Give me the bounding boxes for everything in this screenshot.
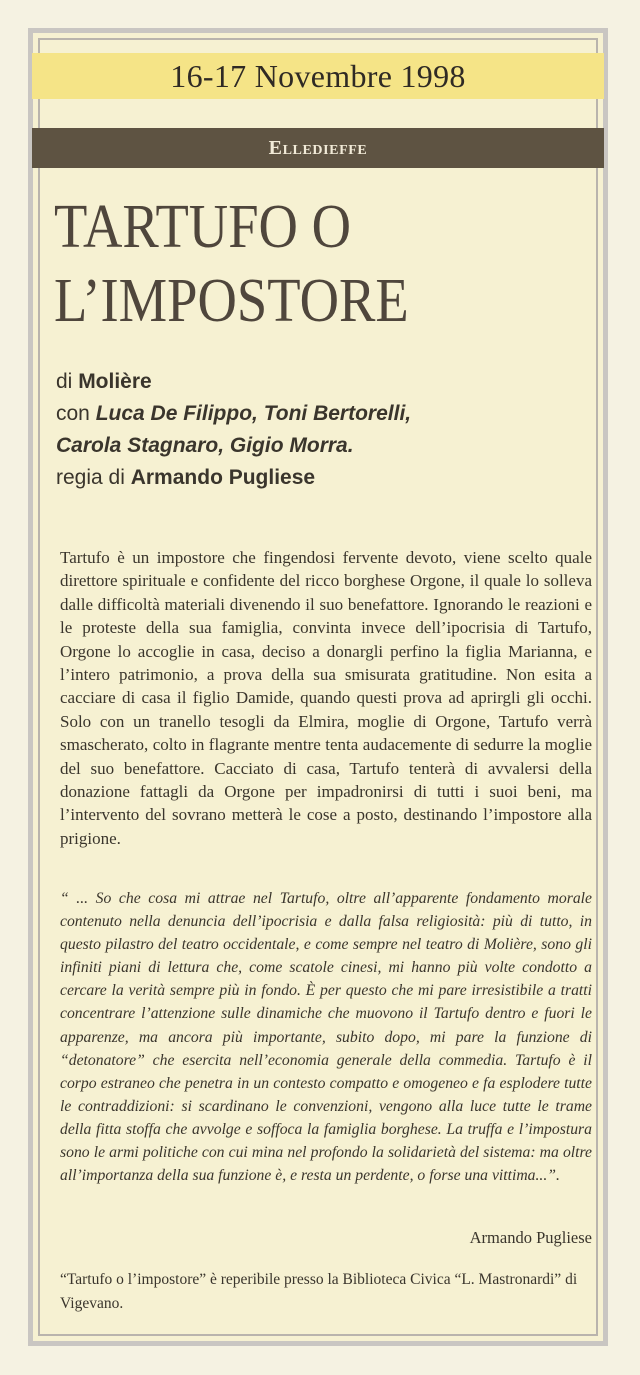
- date-banner: [32, 53, 604, 99]
- author-prefix: di: [56, 370, 79, 393]
- director-line: [56, 462, 596, 494]
- director-quote: “ ... So che cosa mi attrae nel Tartufo, oltre all’apparente fondamento morale contenuto nella denuncia dell’ipocrisia e dalla falsa religiosità: più di tutto, in questo pilastro del teatro occidentale, e come sempre nel teatro di Molière, sono gli infiniti piani di lettura che, come scatole cinesi, mi hanno più volte condotto a cercare la verità sempre più in fondo. È per questo che mi pare irresistibile a tratti concentrare l’attenzione sulle dinamiche che muovono il Tartufo dentro e fuori le apparenze, ma ancora più importante, subito dopo, mi pare la funzione di “detonatore” che esercita nell’economia generale della commedia. Tartufo è il corpo estraneo che penetra in un contesto compatto e omogeneo e fa esplodere tutte le contraddizioni: si scardinano le convenzioni, vengono alla luce tutte le trame della fitta stoffa che avvolge e soffoca la famiglia borghese. La truffa e l’impostura sono le armi politiche con cui mina nel profondo la solidarietà del sistema: ma oltre all’importanza della sua funzione è, e resta un perdente, o forse una vittima...”.: [60, 890, 592, 1185]
- event-date: 16-17 Novembre 1998: [170, 57, 466, 94]
- play-title-line1: TARTUFO O: [54, 193, 351, 261]
- play-title: [54, 190, 529, 339]
- cast-names-2: Carola Stagnaro, Gigio Morra.: [56, 434, 354, 457]
- library-note: “Tartufo o l’impostore” è reperibile presso la Biblioteca Civica “L. Mastronardi” di Vigevano.: [60, 1271, 578, 1312]
- company-name: Elledieffe: [268, 136, 368, 159]
- credits: [56, 366, 596, 494]
- cast-line-2: [56, 430, 596, 462]
- play-title-line2: L’IMPOSTORE: [54, 267, 409, 336]
- company-banner: [32, 128, 604, 168]
- cast-line-1: [56, 398, 596, 430]
- synopsis-paragraph: Tartufo è un impostore che fingendosi fervente devoto, viene scelto quale direttore spirituale e confidente del ricco borghese Orgone, il quale lo solleva dalle difficoltà materiali divenendo il suo benefattore. Ignorando le reazioni e le proteste della sua famiglia, convinta invece dell’ipocrisia di Tartufo, Orgone lo accoglie in casa, deciso a donargli perfino la figlia Marianna, e l’intero patrimonio, a prova della sua smisurata gratitudine. Non esita a cacciare di casa il figlio Damide, quando questi prova ad aprirgli gli occhi. Solo con un tranello tesogli da Elmira, moglie di Orgone, Tartufo verrà smascherato, colto in flagrante mentre tenta audacemente di sedurre la moglie del suo benefattore. Cacciato di casa, Tartufo tenterà di avvalersi della donazione fattagli da Orgone per impadronirsi di tutti i suoi beni, ma l’intervento del sovrano metterà le cose a posto, destinando l’impostore alla prigione.: [60, 548, 592, 848]
- author-name: Molière: [78, 370, 152, 393]
- director-prefix: regia di: [56, 466, 131, 489]
- quote-signature: Armando Pugliese: [469, 1228, 592, 1247]
- director-name: Armando Pugliese: [130, 466, 316, 489]
- author-line: [56, 366, 596, 398]
- cast-prefix: con: [56, 402, 96, 425]
- cast-names-1: Luca De Filippo, Toni Bertorelli,: [95, 402, 412, 425]
